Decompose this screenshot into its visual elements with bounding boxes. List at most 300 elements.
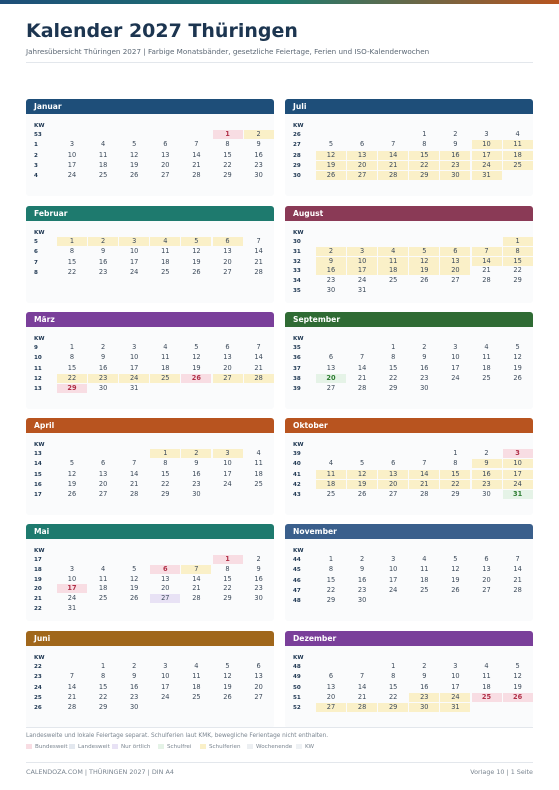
legend-swatch	[26, 744, 32, 749]
day-cell: 20	[326, 692, 336, 701]
day-cell: 19	[347, 480, 377, 489]
kw-header: KW	[293, 336, 304, 342]
day-cell: 14	[513, 565, 522, 574]
day-cell: 13	[223, 353, 232, 362]
day-cell: 7	[422, 459, 427, 468]
day-cell: 15	[409, 151, 439, 160]
week-row	[285, 374, 533, 384]
day-cell: 21	[357, 373, 367, 382]
week-number: 43	[293, 492, 301, 499]
day-cell: 30	[409, 703, 439, 712]
day-cell: 24	[129, 267, 139, 276]
day-cell: 19	[192, 363, 201, 372]
month-title: Juli	[285, 99, 533, 114]
legend-label: Landesweit	[78, 744, 110, 750]
day-cell: 21	[357, 692, 367, 701]
day-cell: 10	[223, 459, 232, 468]
day-cell: 5	[132, 140, 137, 149]
day-cell: 14	[378, 151, 408, 160]
day-cell: 18	[161, 363, 170, 372]
day-cell: 17	[503, 470, 533, 479]
day-cell: 30	[482, 490, 491, 499]
week-row	[26, 171, 274, 181]
day-cell: 9	[100, 247, 106, 256]
day-cell: 21	[129, 479, 139, 488]
day-cell: 28	[420, 490, 429, 499]
day-cell: 6	[328, 353, 334, 362]
day-cell: 7	[194, 140, 199, 149]
day-cell: 1	[100, 662, 106, 670]
week-number: 31	[293, 248, 301, 255]
day-cell: 23	[129, 692, 139, 701]
legend-label: Schulfrei	[167, 744, 192, 750]
day-cell: 8	[69, 247, 75, 256]
week-row	[26, 364, 274, 374]
day-cell: 27	[347, 171, 377, 180]
day-cell: 6	[484, 555, 489, 563]
week-number: 51	[293, 694, 301, 701]
day-cell: 4	[515, 130, 520, 138]
day-cell: 19	[513, 363, 522, 372]
day-cell: 1	[57, 237, 87, 246]
day-cell: 11	[98, 150, 108, 159]
day-cell: 16	[98, 257, 108, 266]
day-cell: 6	[225, 343, 230, 351]
month-september	[285, 312, 533, 409]
day-cell: 27	[254, 692, 263, 701]
week-number: 4	[34, 173, 38, 180]
day-cell: 13	[161, 150, 170, 159]
day-cell: 8	[225, 564, 230, 573]
week-number: 30	[293, 173, 301, 180]
week-number: 44	[293, 557, 301, 563]
day-cell: 26	[451, 585, 460, 594]
day-cell: 29	[161, 490, 170, 499]
day-cell: 24	[388, 585, 398, 594]
week-row	[26, 555, 274, 565]
day-cell: 15	[388, 682, 398, 691]
day-cell: 31	[129, 384, 139, 393]
day-cell: 9	[194, 459, 199, 468]
day-cell: 14	[357, 363, 367, 372]
day-cell: 18	[254, 469, 263, 478]
week-row	[26, 490, 274, 500]
day-cell: 13	[482, 565, 491, 574]
day-cell: 6	[440, 247, 470, 256]
week-number: 34	[293, 278, 301, 285]
day-cell: 11	[420, 565, 429, 574]
day-cell: 9	[256, 564, 261, 573]
day-cell: 1	[453, 449, 458, 457]
week-number: 36	[293, 355, 301, 362]
day-cell: 18	[98, 160, 108, 169]
day-cell: 24	[357, 276, 367, 285]
month-dezember	[285, 631, 533, 728]
day-cell: 5	[409, 247, 439, 256]
day-cell: 22	[409, 161, 439, 170]
day-cell: 29	[223, 171, 232, 180]
month-februar	[26, 206, 274, 303]
day-cell: 20	[482, 575, 491, 584]
day-cell: 28	[482, 276, 491, 285]
week-row	[26, 594, 274, 604]
day-cell: 29	[98, 703, 108, 712]
day-cell: 13	[98, 469, 108, 478]
day-cell: 8	[328, 565, 334, 574]
day-cell: 7	[515, 555, 520, 563]
day-cell: 11	[482, 353, 491, 362]
day-cell: 26	[420, 276, 429, 285]
day-cell: 10	[388, 565, 398, 574]
day-cell: 17	[129, 363, 139, 372]
day-cell: 21	[67, 692, 77, 701]
page-subtitle: Jahresübersicht Thüringen 2027 | Farbige Monatsbänder, gesetzliche Feiertage, Ferien und ISO-Kalenderwochen	[26, 47, 430, 56]
week-row	[26, 459, 274, 469]
day-cell: 13	[326, 682, 336, 691]
day-cell: 15	[67, 257, 77, 266]
week-number: 14	[34, 461, 42, 468]
day-cell: 26	[129, 594, 139, 603]
week-row	[285, 703, 533, 713]
day-cell: 11	[192, 672, 201, 681]
day-cell: 30	[192, 490, 201, 499]
week-row	[26, 672, 274, 682]
footer-right: Vorlage 10 | 1 Seite	[470, 768, 533, 776]
day-cell: 7	[256, 237, 261, 245]
day-cell: 5	[515, 662, 520, 670]
day-cell: 11	[316, 470, 346, 479]
day-cell: 7	[391, 140, 396, 149]
week-number: 9	[34, 345, 38, 351]
day-cell: 17	[67, 160, 77, 169]
week-row	[26, 353, 274, 363]
week-number: 23	[34, 674, 42, 681]
day-cell: 9	[472, 459, 502, 468]
week-number: 10	[34, 355, 42, 362]
day-cell: 22	[57, 374, 87, 383]
day-cell: 15	[223, 150, 232, 159]
day-cell: 17	[129, 257, 139, 266]
day-cell: 23	[420, 373, 429, 382]
day-cell: 16	[254, 150, 263, 159]
day-cell: 23	[254, 584, 263, 593]
day-cell: 27	[482, 585, 491, 594]
day-cell: 20	[378, 480, 408, 489]
day-cell: 6	[213, 237, 243, 246]
day-cell: 24	[451, 373, 460, 382]
day-cell: 9	[422, 353, 427, 362]
legend-item	[26, 743, 68, 751]
day-cell: 23	[409, 693, 439, 702]
day-cell: 3	[453, 662, 458, 670]
day-cell: 2	[132, 662, 137, 670]
day-cell: 12	[347, 470, 377, 479]
day-cell: 17	[161, 682, 170, 691]
day-cell: 20	[161, 160, 170, 169]
day-cell: 27	[388, 490, 398, 499]
day-cell: 8	[69, 353, 75, 362]
day-cell: 6	[328, 672, 334, 681]
kw-header: KW	[34, 123, 45, 129]
day-cell: 28	[513, 585, 522, 594]
legend-swatch	[247, 744, 253, 749]
day-cell: 31	[67, 604, 77, 612]
day-cell: 6	[163, 140, 168, 149]
week-number: 24	[34, 684, 42, 691]
week-row	[26, 384, 274, 394]
week-number: 6	[34, 249, 38, 256]
day-cell: 5	[194, 343, 199, 351]
day-cell: 31	[440, 703, 470, 712]
kw-header: KW	[34, 230, 45, 236]
day-cell: 25	[503, 161, 533, 170]
day-cell: 15	[67, 363, 77, 372]
day-cell: 27	[161, 171, 170, 180]
week-row	[285, 151, 533, 161]
day-cell: 14	[357, 682, 367, 691]
day-cell: 20	[161, 584, 170, 593]
day-cell: 27	[150, 594, 180, 603]
day-cell: 2	[244, 130, 274, 139]
day-cell: 10	[347, 257, 377, 266]
day-cell: 17	[451, 363, 460, 372]
day-cell: 9	[359, 565, 365, 574]
day-cell: 26	[129, 171, 139, 180]
month-august	[285, 206, 533, 303]
week-row	[26, 683, 274, 693]
day-cell: 30	[254, 171, 263, 180]
day-cell: 24	[67, 171, 77, 180]
week-row	[26, 130, 274, 140]
day-cell: 27	[451, 276, 460, 285]
day-cell: 22	[440, 480, 470, 489]
day-cell: 1	[422, 130, 427, 138]
day-cell: 19	[451, 575, 460, 584]
week-row	[285, 672, 533, 682]
day-cell: 24	[119, 374, 149, 383]
day-cell: 24	[440, 693, 470, 702]
divider	[26, 727, 533, 728]
day-cell: 12	[513, 672, 522, 681]
day-cell: 8	[391, 672, 396, 681]
month-title: Mai	[26, 524, 274, 539]
day-cell: 18	[420, 575, 429, 584]
day-cell: 10	[161, 672, 170, 681]
week-row	[285, 384, 533, 394]
legend-item	[200, 743, 241, 751]
day-cell: 8	[422, 140, 427, 149]
day-cell: 14	[192, 574, 201, 583]
week-row	[285, 171, 533, 181]
day-cell: 11	[503, 140, 533, 149]
kw-header: KW	[34, 336, 45, 342]
day-cell: 3	[453, 343, 458, 351]
month-title: April	[26, 418, 274, 433]
day-cell: 3	[132, 343, 137, 351]
day-cell: 10	[451, 353, 460, 362]
day-cell: 29	[223, 594, 232, 603]
week-number: 30	[293, 239, 301, 245]
week-row	[285, 343, 533, 353]
day-cell: 30	[420, 384, 429, 393]
day-cell: 25	[161, 267, 170, 276]
week-number: 3	[34, 162, 38, 169]
day-cell: 27	[98, 490, 108, 499]
day-cell: 19	[513, 682, 522, 691]
day-cell: 16	[98, 363, 108, 372]
day-cell: 19	[409, 266, 439, 275]
day-cell: 27	[223, 267, 232, 276]
day-cell: 25	[98, 171, 108, 180]
day-cell: 12	[316, 151, 346, 160]
week-number: 12	[34, 375, 42, 382]
week-number: 52	[293, 705, 301, 712]
footnote: Landesweite und lokale Feiertage separat. Schulferien laut KMK, bewegliche Ferientage nicht enthalten.	[26, 733, 329, 739]
kw-header: KW	[293, 655, 304, 661]
day-cell: 6	[256, 662, 261, 670]
day-cell: 2	[88, 237, 118, 246]
week-number: 45	[293, 567, 301, 574]
day-cell: 23	[98, 267, 108, 276]
day-cell: 16	[129, 682, 139, 691]
day-cell: 18	[482, 682, 491, 691]
week-number: 35	[293, 288, 301, 294]
week-number: 32	[293, 258, 301, 265]
week-row	[26, 247, 274, 257]
day-cell: 13	[326, 363, 336, 372]
day-cell: 9	[453, 140, 458, 149]
week-row	[285, 693, 533, 703]
day-cell: 5	[132, 564, 137, 573]
kw-header: KW	[293, 548, 304, 554]
day-cell: 8	[100, 672, 106, 681]
day-cell: 14	[254, 247, 263, 256]
day-cell: 12	[192, 353, 201, 362]
day-cell: 4	[163, 343, 168, 351]
day-cell: 21	[378, 161, 408, 170]
week-number: 39	[293, 386, 301, 393]
day-cell: 21	[513, 575, 522, 584]
day-cell: 15	[326, 575, 336, 584]
month-juli	[285, 99, 533, 196]
day-cell: 13	[440, 257, 470, 266]
day-cell: 1	[503, 237, 533, 246]
week-number: 33	[293, 268, 301, 275]
week-row	[26, 480, 274, 490]
day-cell: 12	[409, 257, 439, 266]
day-cell: 29	[513, 276, 522, 285]
day-cell: 22	[388, 692, 398, 701]
day-cell: 28	[192, 594, 201, 603]
day-cell: 23	[440, 161, 470, 170]
day-cell: 11	[161, 247, 170, 256]
day-cell: 7	[359, 672, 365, 681]
day-cell: 30	[254, 594, 263, 603]
legend-label: KW	[305, 744, 314, 750]
legend-label: Schulferien	[209, 744, 241, 750]
day-cell: 5	[328, 140, 334, 149]
day-cell: 2	[422, 662, 427, 670]
month-mai	[26, 524, 274, 621]
day-cell: 11	[161, 353, 170, 362]
day-cell: 14	[129, 469, 139, 478]
kw-header: KW	[293, 123, 304, 129]
day-cell: 3	[391, 555, 396, 563]
week-number: 40	[293, 461, 301, 468]
week-row	[285, 140, 533, 150]
day-cell: 10	[67, 574, 77, 583]
day-cell: 28	[357, 384, 367, 393]
day-cell: 5	[225, 662, 230, 670]
week-number: 20	[34, 586, 42, 593]
day-cell: 10	[129, 353, 139, 362]
legend-label: Bundesweit	[35, 744, 68, 750]
day-cell: 3	[213, 449, 243, 458]
day-cell: 21	[409, 480, 439, 489]
day-cell: 12	[451, 565, 460, 574]
week-row	[26, 343, 274, 353]
day-cell: 7	[256, 343, 261, 351]
day-cell: 22	[223, 584, 232, 593]
day-cell: 26	[316, 171, 346, 180]
day-cell: 15	[388, 363, 398, 372]
day-cell: 12	[129, 574, 139, 583]
month-title: Februar	[26, 206, 274, 221]
week-row	[26, 151, 274, 161]
day-cell: 26	[181, 374, 211, 383]
day-cell: 5	[453, 555, 458, 563]
day-cell: 13	[378, 470, 408, 479]
week-number: 19	[34, 576, 42, 583]
day-cell: 18	[98, 584, 108, 593]
legend-item	[69, 743, 110, 751]
day-cell: 8	[391, 353, 396, 362]
day-cell: 1	[391, 662, 396, 670]
day-cell: 28	[129, 490, 139, 499]
day-cell: 27	[213, 374, 243, 383]
day-cell: 17	[223, 469, 232, 478]
day-cell: 13	[161, 574, 170, 583]
week-row	[285, 257, 533, 267]
day-cell: 26	[192, 267, 201, 276]
day-cell: 2	[359, 555, 365, 563]
day-cell: 21	[482, 266, 491, 275]
day-cell: 5	[515, 343, 520, 351]
day-cell: 16	[440, 151, 470, 160]
day-cell: 3	[163, 662, 168, 670]
day-cell: 18	[161, 257, 170, 266]
day-cell: 2	[100, 343, 106, 351]
day-cell: 26	[503, 693, 533, 702]
day-cell: 14	[67, 682, 77, 691]
day-cell: 28	[192, 171, 201, 180]
week-number: 27	[293, 142, 301, 149]
day-cell: 7	[472, 247, 502, 256]
week-row	[26, 703, 274, 713]
day-cell: 15	[223, 574, 232, 583]
day-cell: 23	[472, 480, 502, 489]
day-cell: 16	[254, 574, 263, 583]
day-cell: 22	[388, 373, 398, 382]
week-row	[285, 266, 533, 276]
day-cell: 16	[420, 682, 429, 691]
week-row	[285, 353, 533, 363]
week-number: 48	[293, 598, 301, 605]
day-cell: 24	[67, 594, 77, 603]
week-number: 11	[34, 365, 42, 372]
day-cell: 13	[254, 672, 263, 681]
legend-swatch	[158, 744, 164, 749]
